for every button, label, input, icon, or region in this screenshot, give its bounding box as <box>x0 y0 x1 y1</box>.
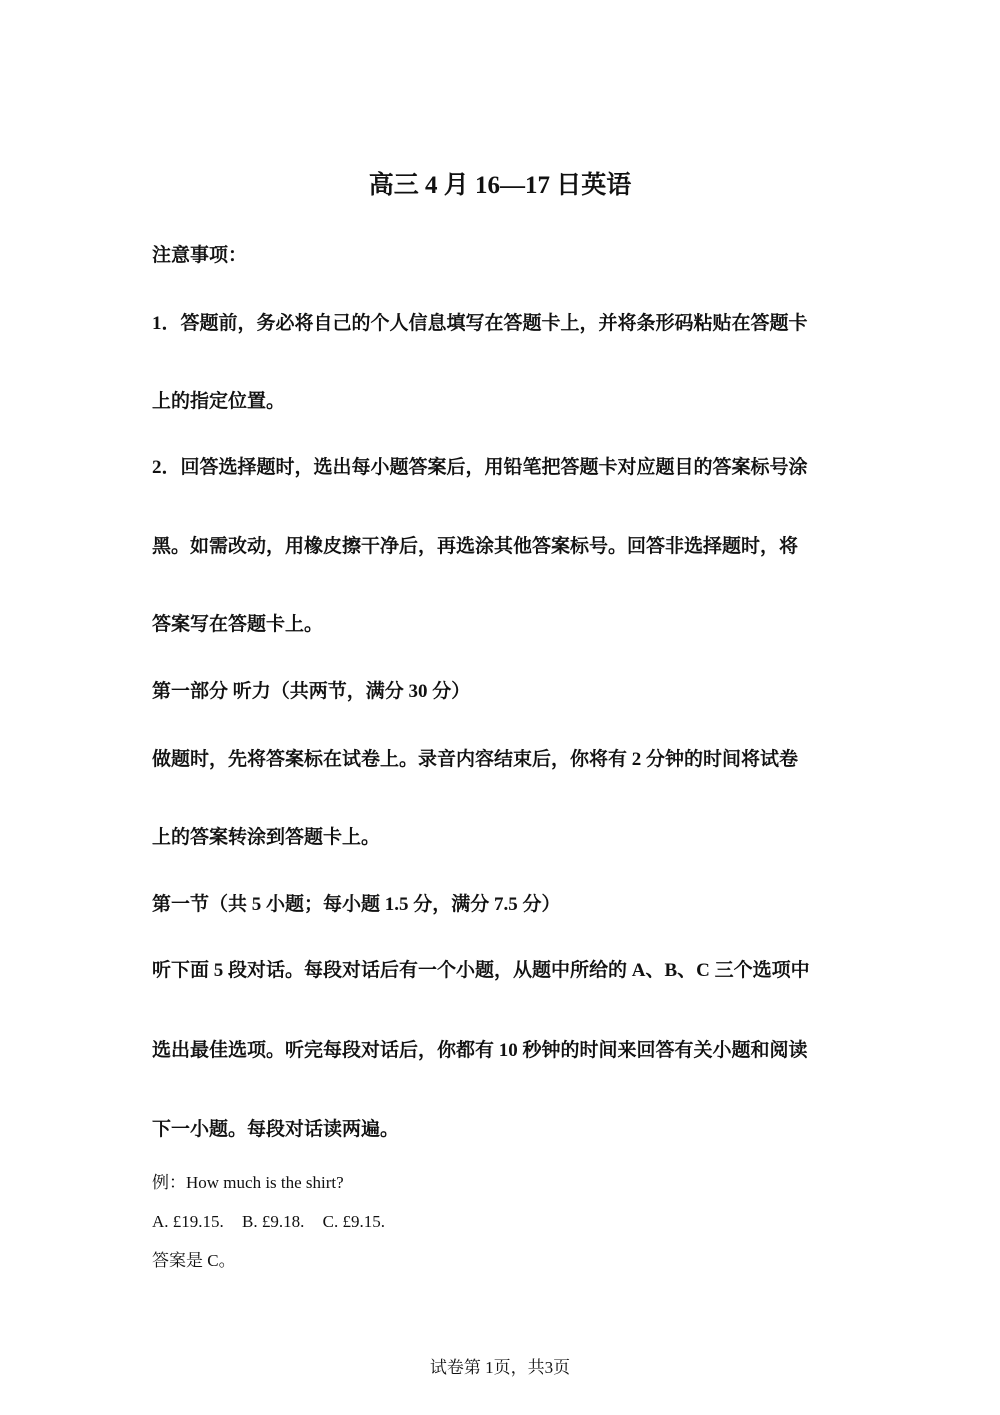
example-options <box>152 1210 399 1234</box>
section1-instruction-line-1: 听下面 5 段对话。每段对话后有一个小题，从题中所给的 A、B、C 三个选项中 <box>152 960 810 981</box>
notice-heading: 注意事项： <box>152 245 248 266</box>
part1-heading: 第一部分 听力（共两节，满分 30 分） <box>152 681 471 702</box>
page-footer: 试卷第 1页，共3页 <box>429 1358 571 1377</box>
section1-instruction-line-3: 下一小题。每段对话读两遍。 <box>152 1119 400 1140</box>
example-option-a: A. £19.15. <box>152 1212 224 1231</box>
part1-instruction-line-2: 上的答案转涂到答题卡上。 <box>152 827 381 848</box>
example-option-b: B. £9.18. <box>242 1212 305 1231</box>
page-title: 高三 4 月 16—17 日英语 <box>368 172 632 199</box>
notice-2-line-2: 黑。如需改动，用橡皮擦干净后，再选涂其他答案标号。回答非选择题时，将 <box>152 536 799 557</box>
example-question: 例：How much is the shirt? <box>152 1173 344 1192</box>
section1-heading: 第一节（共 5 小题；每小题 1.5 分，满分 7.5 分） <box>152 894 561 915</box>
part1-instruction-line-1: 做题时，先将答案标在试卷上。录音内容结束后，你将有 2 分钟的时间将试卷 <box>152 749 799 770</box>
section1-instruction-line-2: 选出最佳选项。听完每段对话后，你都有 10 秒钟的时间来回答有关小题和阅读 <box>152 1040 808 1061</box>
notice-2-line-1: 2．回答选择题时，选出每小题答案后，用铅笔把答题卡对应题目的答案标号涂 <box>152 457 808 478</box>
example-option-c: C. £9.15. <box>322 1212 385 1231</box>
notice-1-line-2: 上的指定位置。 <box>152 391 286 412</box>
example-answer: 答案是 C。 <box>152 1251 236 1270</box>
notice-2-line-3: 答案写在答题卡上。 <box>152 614 324 635</box>
notice-1-line-1: 1．答题前，务必将自己的个人信息填写在答题卡上，并将条形码粘贴在答题卡 <box>152 313 808 334</box>
